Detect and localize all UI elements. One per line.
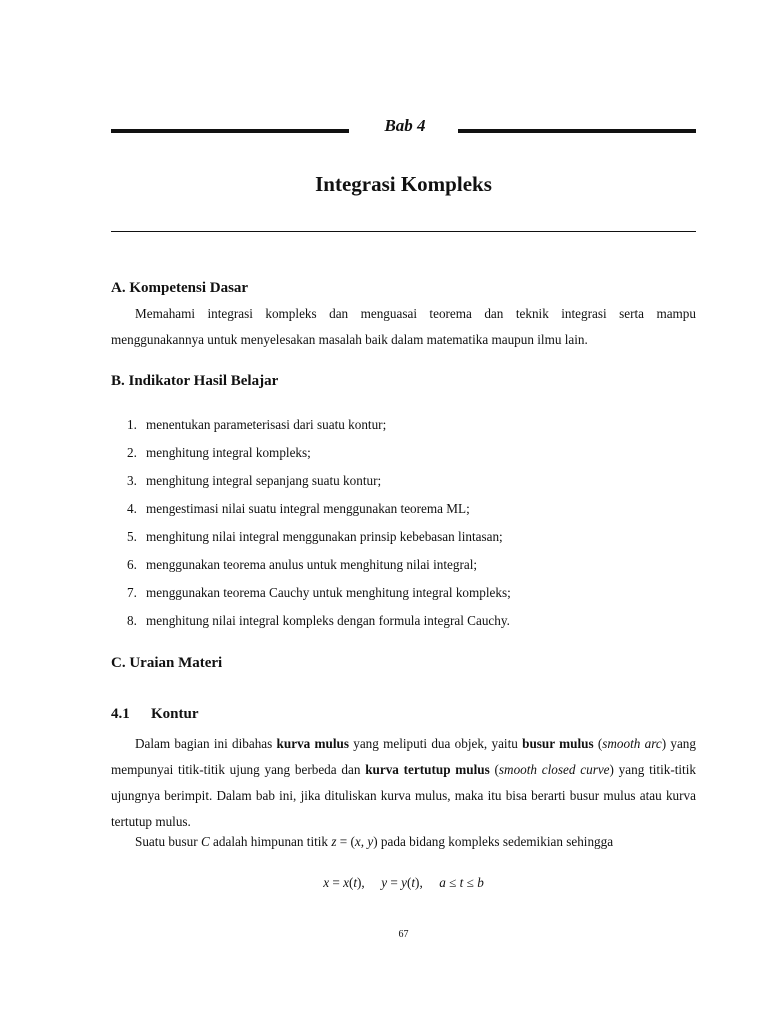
list-item-number: 3. [127,473,137,488]
text-run: Dalam bagian ini dibahas [135,736,277,751]
chapter-title: Integrasi Kompleks [315,172,492,196]
math-symbol: t [459,875,464,890]
section-a-heading: A. Kompetensi Dasar [111,280,249,296]
list-item-text: menghitung nilai integral kompleks dengan formula integral Cauchy. [146,613,510,628]
list-item [127,498,687,526]
text-run: adalah himpunan titik [209,834,332,849]
subsection-heading [111,706,199,723]
math-text: = [329,875,344,890]
term-kurva-tertutup-mulus: kurva tertutup mulus [365,762,490,777]
page-number: 67 [398,929,409,940]
math-symbol: t [411,875,416,890]
math-symbol: y [401,875,407,890]
term-smooth-closed-curve: smooth closed curve [498,762,610,777]
subsection-number: 4.1 [111,706,130,722]
list-item-number: 5. [127,529,137,544]
text-run: yang meliputi dua objek, yaitu [348,736,523,751]
math-text: ), [415,875,440,890]
list-item-number: 2. [127,445,137,460]
list-item-text: menghitung nilai integral menggunakan prinsip kebebasan lintasan; [146,529,503,544]
subsection-title: Kontur [151,706,199,722]
math-symbol: x [343,875,349,890]
list-item-number: 6. [127,557,137,572]
math-symbol: x, y [354,834,374,849]
section-b-heading: B. Indikator Hasil Belajar [111,373,279,389]
kontur-paragraph [111,731,696,835]
math-symbol: a [439,875,446,890]
list-item-text: menghitung integral sepanjang suatu kontur; [146,473,382,488]
list-item-text: mengestimasi nilai suatu integral menggunakan teorema ML; [146,501,470,516]
term-busur-mulus: busur mulus [522,736,594,751]
term-smooth-arc: smooth arc [602,736,662,751]
list-item-text: menggunakan teorema Cauchy untuk menghitung integral kompleks; [146,585,511,600]
math-text: ), [357,875,382,890]
text-run: Suatu busur [135,834,201,849]
text-run: = ( [336,834,355,849]
math-symbol: x [323,875,330,890]
list-item [127,610,687,638]
section-a-paragraph: Memahami integrasi kompleks dan menguasai teorema dan teknik integrasi serta mampu menggunakannya untuk menyelesakan masalah baik dalam matematika maupun ilmu lain. [111,306,696,347]
list-item [127,470,687,498]
chapter-label: Bab 4 [384,116,426,135]
list-item-number: 1. [127,417,137,432]
math-symbol: t [353,875,358,890]
math-text: ≤ [463,875,478,890]
list-item [127,414,687,442]
title-rule [111,231,696,232]
text-run: ) yang titik-titik ujungnya berimpit. Dalam bab ini, jika dituliskan kurva mulus, maka itu bisa berarti busur mulus atau kurva tertutup mulus. [111,762,696,829]
list-item-number: 8. [127,613,137,628]
math-text: ≤ [445,875,460,890]
chapter-header [111,116,696,142]
header-rule-right [458,129,696,133]
list-item-number: 7. [127,585,137,600]
text-run: ) pada bidang kompleks sedemikian sehingga [373,834,614,849]
list-item-number: 4. [127,501,137,516]
list-item-text: menggunakan teorema anulus untuk menghitung nilai integral; [146,557,478,572]
list-item [127,526,687,554]
math-symbol: z [331,834,337,849]
text-run: ( [489,762,499,777]
section-c-heading: C. Uraian Materi [111,655,223,671]
header-rule-left [111,129,349,133]
math-symbol: y [381,875,388,890]
list-item [127,554,687,582]
math-text: ( [406,875,412,890]
list-item [127,582,687,610]
busur-definition-paragraph [111,829,696,855]
list-item-text: menghitung integral kompleks; [146,445,311,460]
text-run: ) yang mempunyai titik-titik ujung yang berbeda dan [111,736,696,777]
math-text: ( [348,875,354,890]
indicator-list [127,414,687,638]
term-kurva-mulus: kurva mulus [276,736,349,751]
parametric-equation [111,875,696,891]
math-symbol: b [477,875,484,890]
math-text: = [387,875,402,890]
list-item [127,442,687,470]
list-item-text: menentukan parameterisasi dari suatu kontur; [146,417,387,432]
text-run: ( [593,736,603,751]
math-symbol: C [200,834,210,849]
